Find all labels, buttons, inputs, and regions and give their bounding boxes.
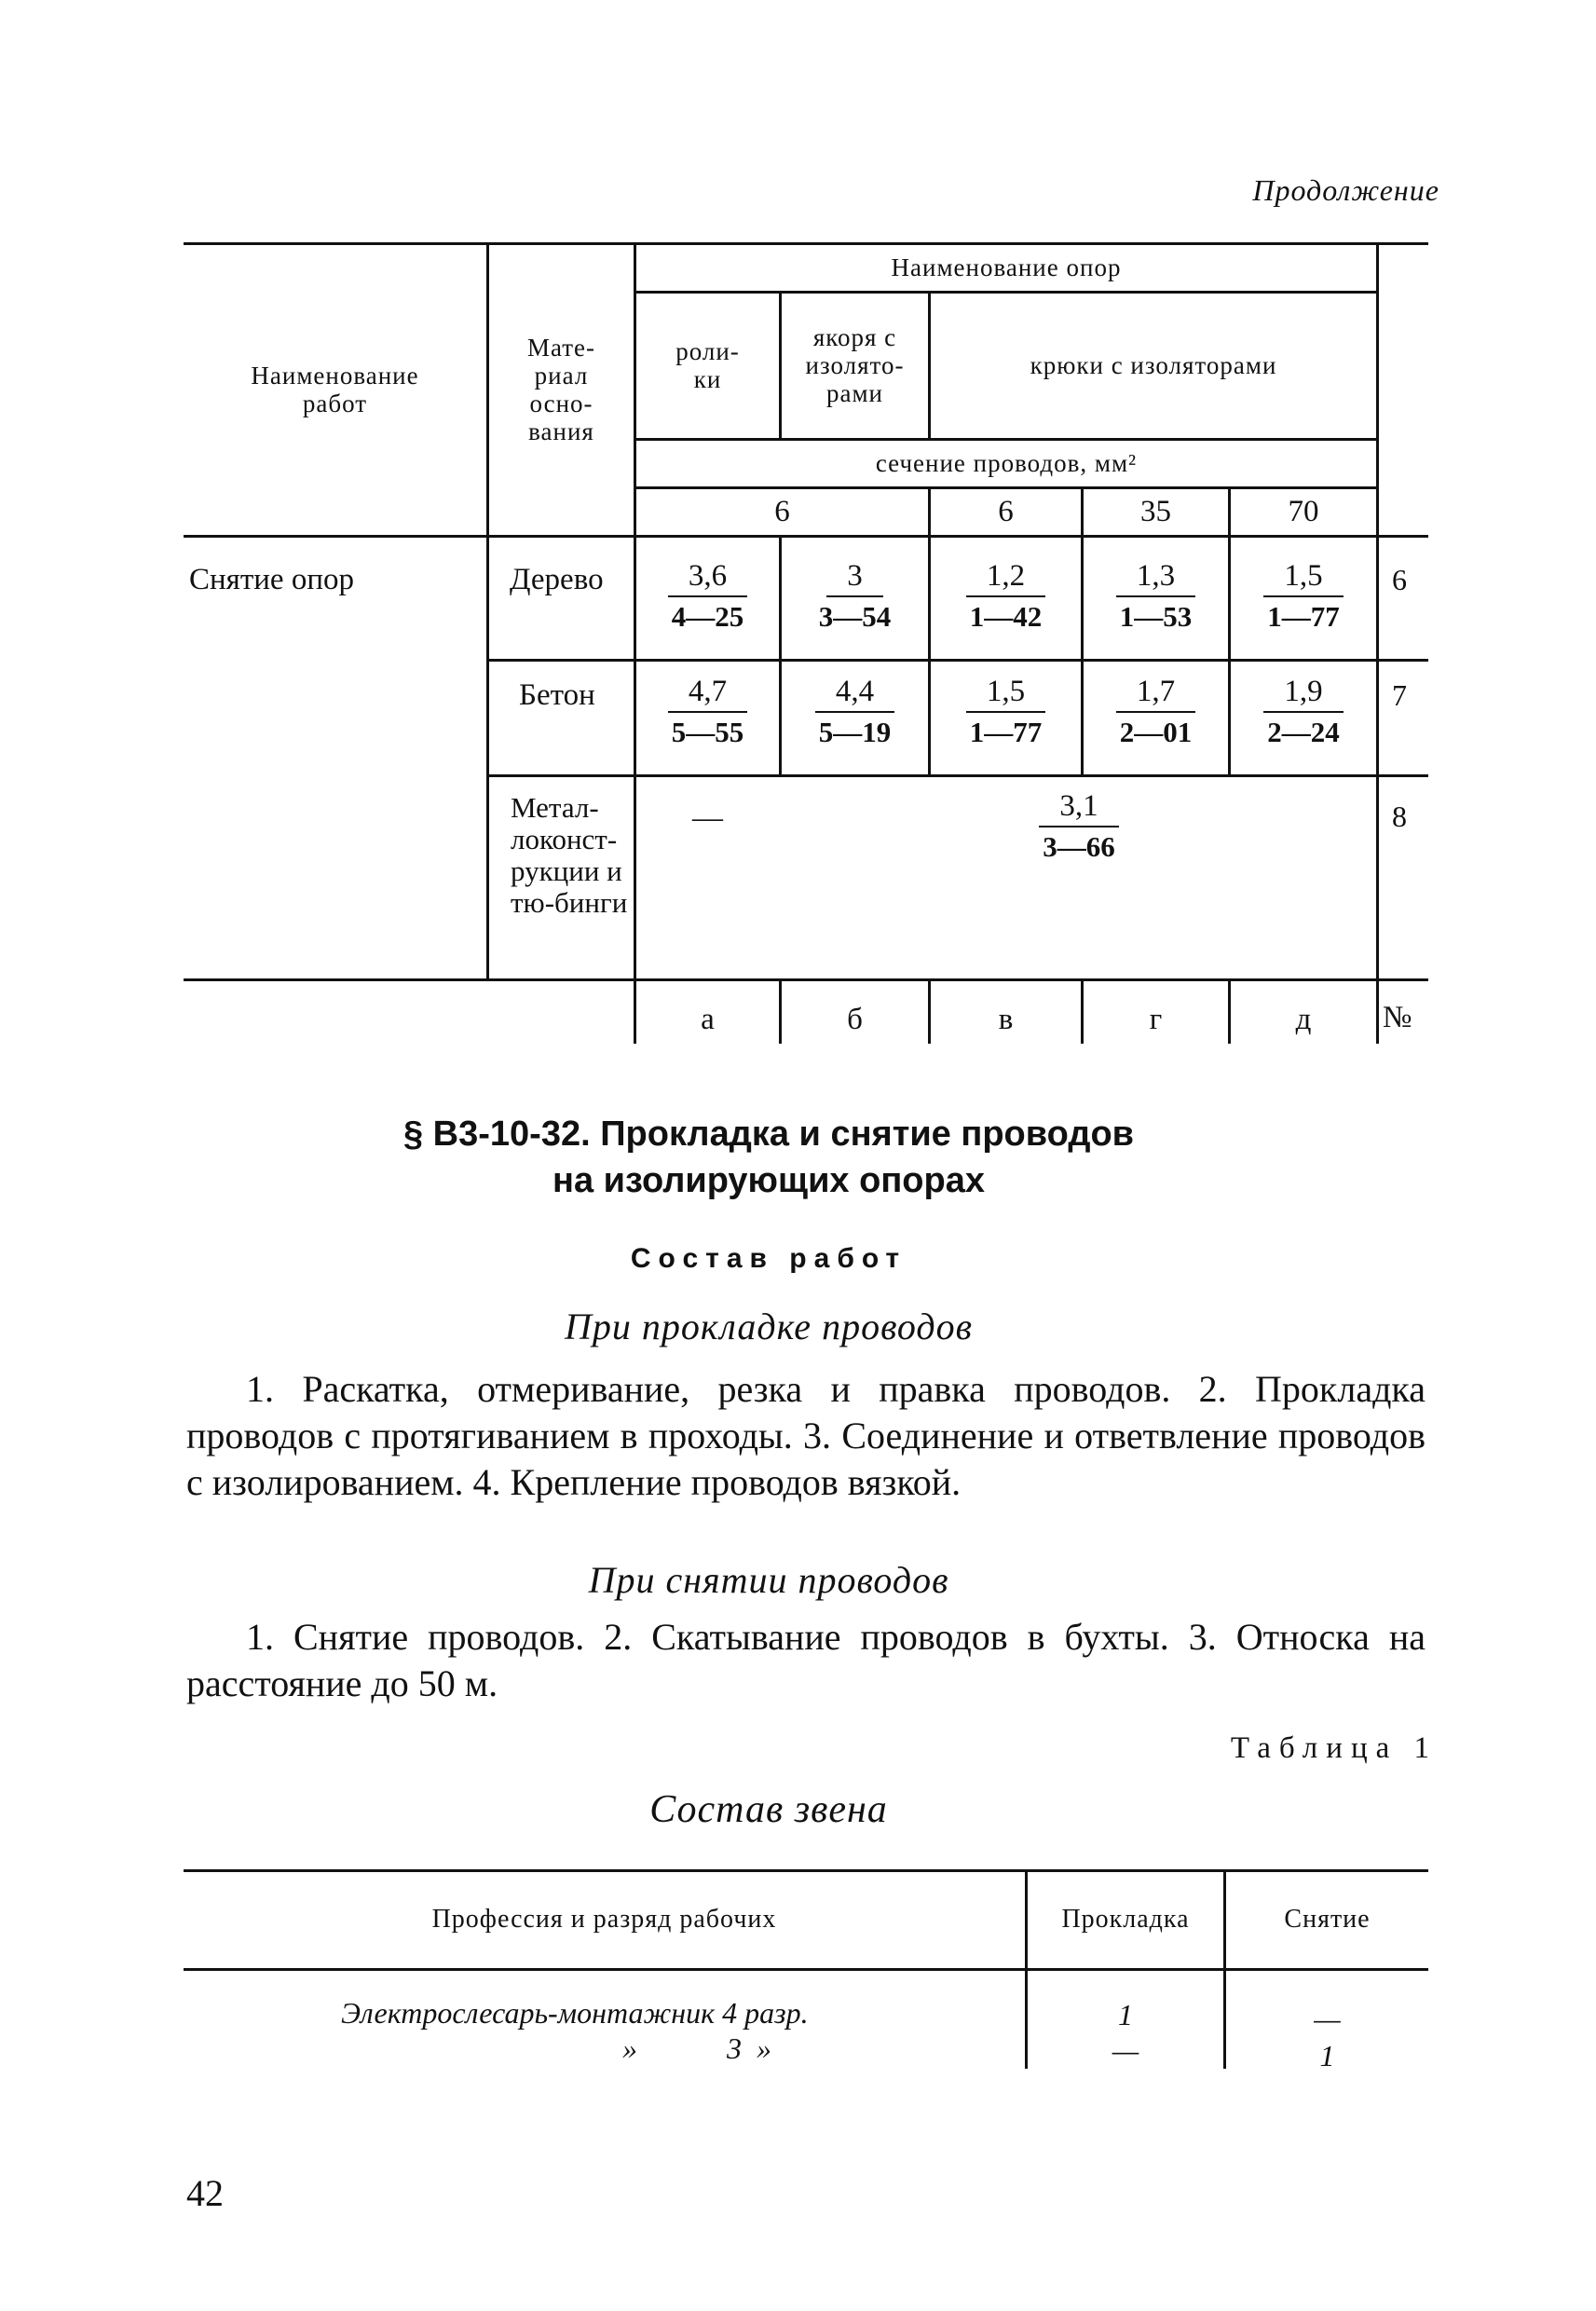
column-letter: д — [1295, 1002, 1312, 1036]
header-base-material: Мате-риал осно-вания — [526, 334, 596, 445]
profession-cell: » 3 » — [622, 2031, 771, 2065]
header-profession: Профессия и разряд рабочих — [431, 1905, 777, 1934]
section-value: 6 — [774, 494, 790, 528]
merged-value-cell: $\frac{3,1}{3—66}$ — [782, 788, 1376, 882]
section-value: 70 — [1288, 494, 1319, 528]
header-rollers: роли-ки — [675, 337, 740, 393]
header-work-name: Наименование работ — [251, 362, 419, 417]
value-cell: $\frac{1,7}{2—01}$ — [1084, 665, 1228, 759]
column-letter: а — [701, 1002, 715, 1036]
profession-cell: Электрослесарь-монтажник 4 разр. — [341, 1996, 809, 2030]
value-cell: $\frac{1,9}{2—24}$ — [1231, 665, 1376, 759]
column-number-sign: № — [1383, 1001, 1412, 1034]
material-cell: Метал-локонст-рукции и тю-бинги — [511, 791, 628, 919]
row-number: 8 — [1392, 800, 1407, 833]
laying-cell: — — [1112, 2032, 1139, 2067]
table-label: Таблица 1 — [1230, 1731, 1438, 1765]
value-cell: $\frac{4,4}{5—19}$ — [782, 665, 928, 759]
work-name-cell: Снятие опор — [189, 563, 354, 596]
continuation-label: Продолжение — [1252, 173, 1439, 207]
row-number: 7 — [1392, 678, 1407, 712]
value-cell: $\frac{3,6}{4—25}$ — [636, 550, 779, 643]
table-title: Состав звена — [649, 1788, 888, 1831]
material-cell: Бетон — [519, 678, 595, 712]
removal-heading: При снятии проводов — [588, 1559, 949, 1601]
value-cell: $\frac{4,7}{5—55}$ — [636, 665, 779, 759]
laying-cell: 1 — [1118, 1997, 1133, 2031]
value-cell: $\frac{1,3}{1—53}$ — [1084, 550, 1228, 643]
removal-paragraph: 1. Снятие проводов. 2. Скатывание проводов в бухты. 3. Относка на расстояние до 50 м. — [186, 1616, 1425, 1704]
column-letter: в — [998, 1002, 1014, 1036]
header-removal: Снятие — [1284, 1905, 1371, 1934]
section-value: 35 — [1140, 494, 1171, 528]
column-letter: б — [847, 1002, 863, 1036]
removal-cell: — — [1314, 2001, 1341, 2035]
removal-cell: 1 — [1319, 2038, 1335, 2072]
header-anchors: якоря с изолято-рами — [805, 323, 905, 407]
laying-paragraph: 1. Раскатка, отмеривание, резка и правка проводов. 2. Прокладка проводов с протягиванием в проходы. 3. Соединение и ответвление проводов с изолированием. 4. Крепление проводов вязкой. — [186, 1368, 1425, 1503]
page-number: 42 — [186, 2172, 224, 2214]
section-title: § В3-10-32. Прокладка и снятие проводов на изолирующих опорах — [402, 1114, 1135, 1200]
value-cell: $\frac{1,2}{1—42}$ — [931, 550, 1081, 643]
laying-heading: При прокладке проводов — [565, 1306, 973, 1347]
header-hooks: крюки с изоляторами — [1030, 351, 1277, 379]
value-dash: — — [692, 800, 723, 835]
section-value: 6 — [998, 494, 1014, 528]
work-composition-heading: Состав работ — [630, 1243, 907, 1274]
header-laying: Прокладка — [1061, 1905, 1190, 1934]
header-supports-group: Наименование опор — [891, 253, 1122, 281]
value-cell: $\frac{1,5}{1—77}$ — [931, 665, 1081, 759]
column-letter: г — [1149, 1002, 1163, 1036]
value-cell: $\frac{1,5}{1—77}$ — [1231, 550, 1376, 643]
material-cell: Дерево — [510, 563, 604, 596]
row-number: 6 — [1392, 563, 1407, 596]
value-cell: $\frac{3}{3—54}$ — [818, 559, 892, 633]
header-wire-section: сечение проводов, мм² — [875, 449, 1138, 477]
